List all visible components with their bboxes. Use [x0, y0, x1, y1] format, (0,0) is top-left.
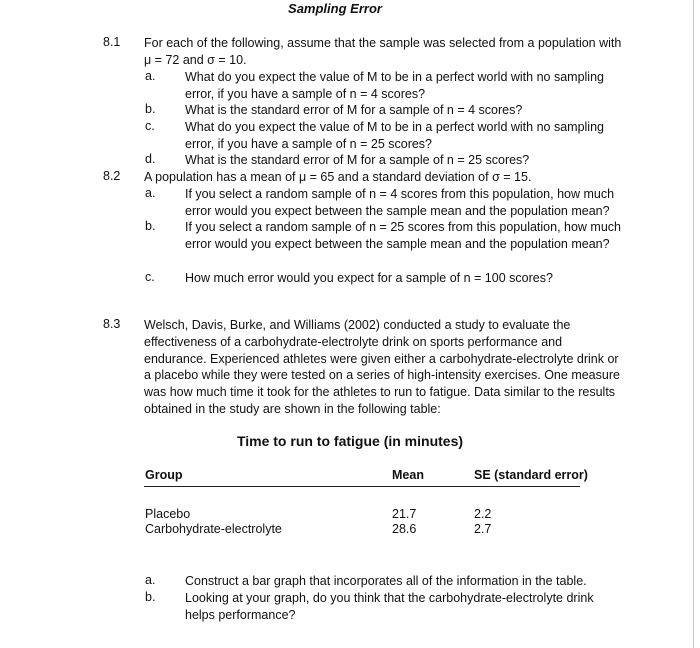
- q81-b-letter: b.: [145, 102, 156, 116]
- q81-b-text: What is the standard error of M for a sample of n = 4 scores?: [185, 103, 523, 117]
- q82-a-text: If you select a random sample of n = 4 scores from this population, how much error would you expect between the sample mean and the population mean?: [185, 187, 615, 218]
- q82-c-text: How much error would you expect for a sample of n = 100 scores?: [185, 271, 553, 285]
- q81-c-letter: c.: [145, 119, 155, 133]
- q81-c-text: What do you expect the value of M to be in a perfect world with no sampling error, if you have a sample of n = 25 scores?: [185, 120, 604, 151]
- q83-a-text: Construct a bar graph that incorporates all of the information in the table.: [185, 574, 587, 588]
- table-row-1-mean: 21.7: [392, 507, 417, 521]
- q83-a-letter: a.: [145, 573, 156, 587]
- question-number-8-2: 8.2: [103, 169, 121, 183]
- question-8-1-intro: For each of the following, assume that the sample was selected from a population with μ = 72 and σ = 10.: [144, 36, 622, 67]
- q83-b-text: Looking at your graph, do you think that the carbohydrate-electrolyte drink helps performance?: [185, 591, 594, 622]
- page-edge: [693, 0, 694, 648]
- question-8-3-intro: Welsch, Davis, Burke, and Williams (2002) conducted a study to evaluate the effectiveness of a carbohydrate-electrolyte drink on sports performance and endurance. Experienced athletes were given either a carbohydrate-electrolyte drink or a placebo while they were tested on a series of high-intensity exercises. One measure was how much time it took for the athletes to run to fatigue. Data similar to the results obtained in the study are shown in the following table:: [144, 318, 620, 416]
- q81-d-text: What is the standard error of M for a sample of n = 25 scores?: [185, 153, 530, 167]
- q81-a-letter: a.: [145, 69, 156, 83]
- page-title: Sampling Error: [288, 1, 382, 16]
- q81-a-text: What do you expect the value of M to be in a perfect world with no sampling error, if you have a sample of n = 4 scores?: [185, 70, 604, 101]
- table-row-2-mean: 28.6: [392, 522, 417, 536]
- table-header-se: SE (standard error): [474, 468, 588, 482]
- question-8-2-intro: A population has a mean of μ = 65 and a standard deviation of σ = 15.: [144, 170, 532, 184]
- table-header-rule: [144, 486, 580, 487]
- table-title: Time to run to fatigue (in minutes): [236, 433, 464, 449]
- q82-a-letter: a.: [145, 186, 156, 200]
- q82-c-letter: c.: [145, 270, 155, 284]
- table-header-mean: Mean: [392, 468, 424, 482]
- q81-d-letter: d.: [145, 152, 156, 166]
- table-row-2-group: Carbohydrate-electrolyte: [145, 522, 282, 536]
- q82-b-text: If you select a random sample of n = 25 scores from this population, how much error would you expect between the sample mean and the population mean?: [185, 220, 621, 251]
- question-number-8-3: 8.3: [103, 317, 121, 331]
- table-header-group: Group: [145, 468, 183, 482]
- q83-b-letter: b.: [145, 590, 156, 604]
- question-number-8-1: 8.1: [103, 35, 121, 49]
- table-row-2-se: 2.7: [474, 522, 492, 536]
- q82-b-letter: b.: [145, 219, 156, 233]
- table-row-1-group: Placebo: [145, 507, 191, 521]
- table-row-1-se: 2.2: [474, 507, 492, 521]
